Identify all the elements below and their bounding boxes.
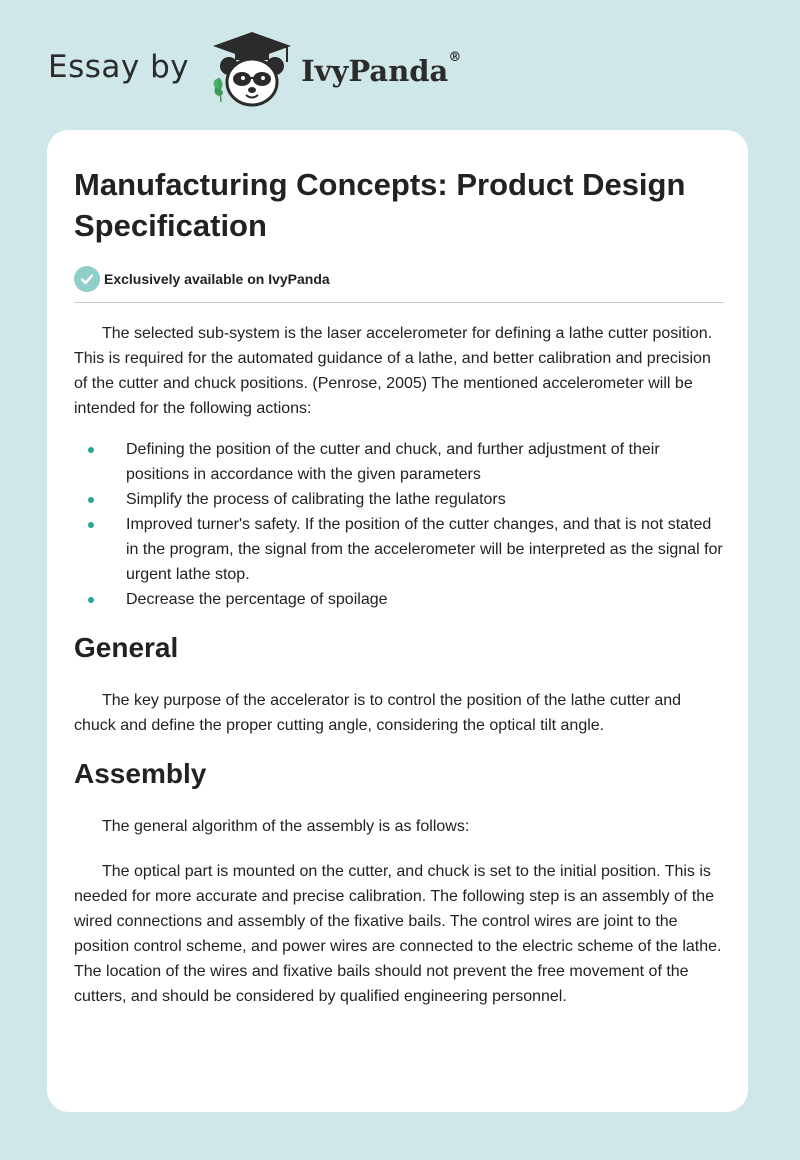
assembly-paragraph-intro: The general algorithm of the assembly is as follows:: [102, 818, 470, 835]
essay-card: [47, 130, 748, 1112]
assembly-paragraph-steps: The optical part is mounted on the cutter, and chuck is set to the initial position. This is needed for more accurate and precise calibration. The following step is an assembly of the wired connections and assembly of the fixative bails. The control wires are joint to the position control scheme, and power wires are connected to the electric scheme of the lathe. The location of the wires and fixative bails should not prevent the free movement of the cutters, and should be considered by qualified engineering personnel.: [74, 863, 722, 1005]
check-icon: [74, 266, 100, 292]
divider: [74, 302, 724, 303]
bullet-icon: [88, 597, 94, 603]
list-item: Simplify the process of calibrating the lathe regulators: [74, 487, 724, 512]
exclusive-badge-text: Exclusively available on IvyPanda: [104, 271, 330, 287]
bullet-icon: [88, 447, 94, 453]
essay-content: [74, 130, 724, 1009]
list-item: Defining the position of the cutter and chuck, and further adjustment of their positions in accordance with the given parameters: [74, 437, 724, 487]
list-item: Improved turner's safety. If the position of the cutter changes, and that is not stated in the program, the signal from the accelerometer will be interpreted as the signal for urgent lathe stop.: [74, 512, 724, 587]
bullet-icon: [88, 497, 94, 503]
section-heading-assembly: Assembly: [74, 758, 207, 789]
essay-by-label: Essay by: [48, 49, 190, 85]
panda-logo-icon: [207, 30, 297, 110]
brand-header: [48, 30, 461, 110]
bullet-icon: [88, 522, 94, 528]
brand-name: IvyPanda®: [301, 50, 462, 88]
list-item: Decrease the percentage of spoilage: [74, 587, 724, 612]
registered-mark: ®: [448, 50, 462, 65]
general-paragraph: The key purpose of the accelerator is to control the position of the lathe cutter and chuck and define the proper cutting angle, considering the optical tilt angle.: [74, 692, 682, 734]
intro-paragraph: The selected sub-system is the laser accelerometer for defining a lathe cutter position. This is required for the automated guidance of a lathe, and better calibration and precision of the cutter and chuck positions. (Penrose, 2005) The mentioned accelerometer will be intended for the following actions:: [74, 325, 713, 417]
section-heading-general: General: [74, 632, 179, 663]
exclusive-badge: [74, 266, 724, 292]
actions-list: [74, 437, 724, 612]
essay-title: Manufacturing Concepts: Product Design Specification: [74, 167, 686, 243]
